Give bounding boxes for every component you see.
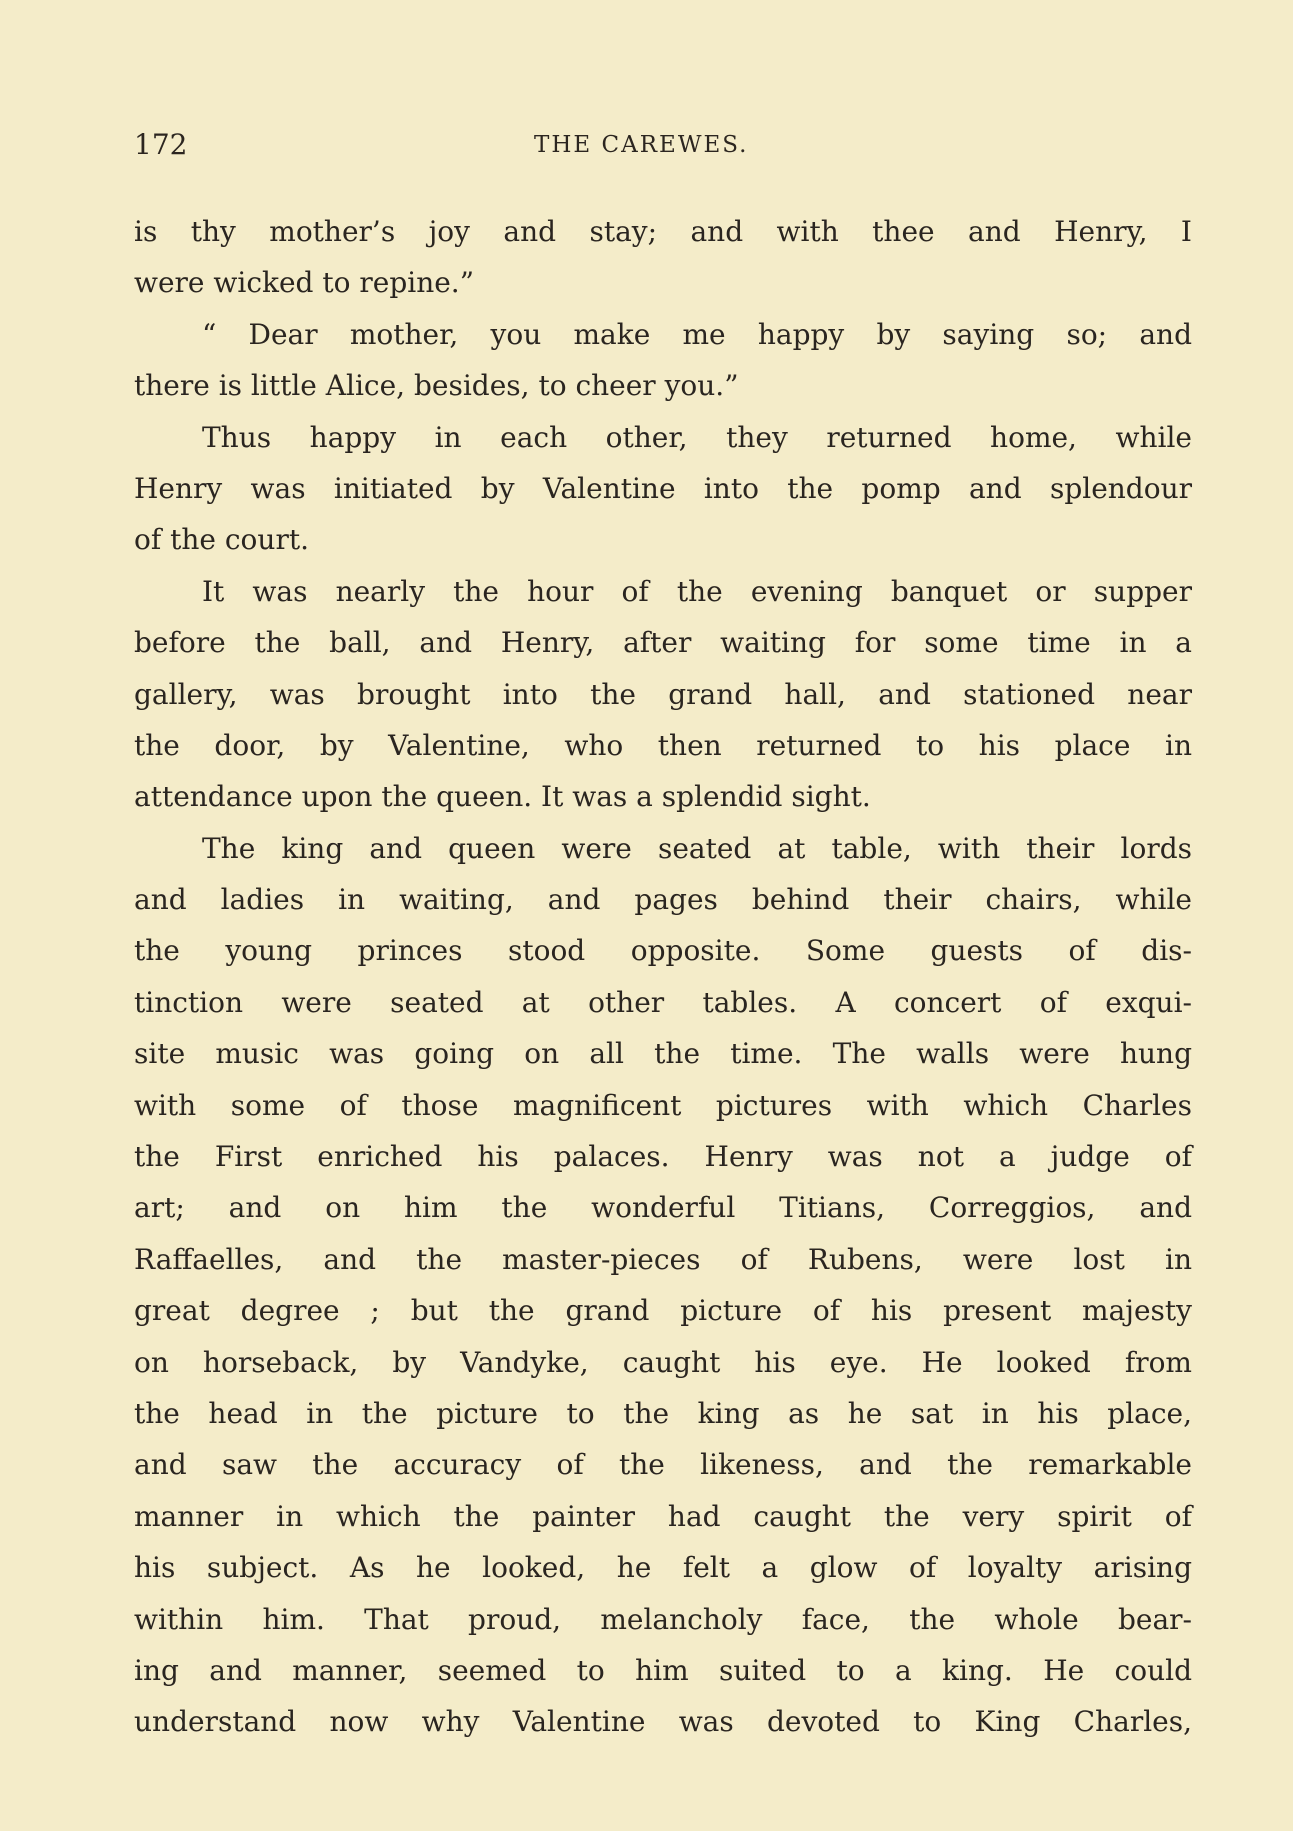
text-line: gallery, was brought into the grand hall, and stationed near [134,677,1192,711]
text-line: the young princes stood opposite. Some guests of dis- [134,934,1192,968]
text-line: manner in which the painter had caught the very spirit of [134,1499,1192,1533]
text-line: site music was going on all the time. The walls were hung [134,1037,1192,1071]
text-line: Raffaelles, and the master-pieces of Rubens, were lost in [134,1242,1192,1276]
text-line: were wicked to repine.” [134,266,475,300]
text-line: “ Dear mother, you make me happy by saying so; and [202,317,1192,351]
page-number: 172 [134,128,188,161]
text-line: the door, by Valentine, who then returned to his place in [134,728,1192,762]
text-line: the head in the picture to the king as he sat in his place, [134,1396,1192,1430]
body-text [134,206,1192,1748]
text-line: within him. That proud, melancholy face, the whole bear- [134,1602,1192,1636]
text-line: with some of those magnificent pictures with which Charles [134,1088,1192,1122]
running-head [134,128,1194,168]
text-line: is thy mother’s joy and stay; and with thee and Henry, I [134,215,1192,248]
text-line: before the ball, and Henry, after waiting for some time in a [134,626,1192,660]
text-line: The king and queen were seated at table, with their lords [202,831,1192,865]
text-line: ing and manner, seemed to him suited to a king. He could [134,1653,1192,1687]
text-line: Henry was initiated by Valentine into the pomp and splendour [134,471,1192,505]
text-line: Thus happy in each other, they returned home, while [202,420,1192,454]
text-line: of the court. [134,523,309,557]
text-line: art; and on him the wonderful Titians, Correggios, and [134,1191,1192,1225]
text-line: on horseback, by Vandyke, caught his eye. He looked from [134,1345,1192,1379]
text-line: the First enriched his palaces. Henry was not a judge of [134,1140,1192,1174]
text-line: attendance upon the queen. It was a splendid sight. [134,780,871,814]
text-line: his subject. As he looked, he felt a glow of loyalty arising [134,1551,1192,1585]
text-line: there is little Alice, besides, to cheer you.” [134,369,739,403]
text-line: great degree ; but the grand picture of his present majesty [134,1294,1192,1328]
text-line: and saw the accuracy of the likeness, and the remarkable [134,1448,1192,1482]
text-line: and ladies in waiting, and pages behind their chairs, while [134,883,1192,917]
text-line: It was nearly the hour of the evening banquet or supper [202,574,1192,608]
running-title: THE CAREWES. [534,132,749,158]
text-line: understand now why Valentine was devoted to King Charles, [134,1705,1192,1739]
text-line: tinction were seated at other tables. A concert of exqui- [134,985,1192,1019]
